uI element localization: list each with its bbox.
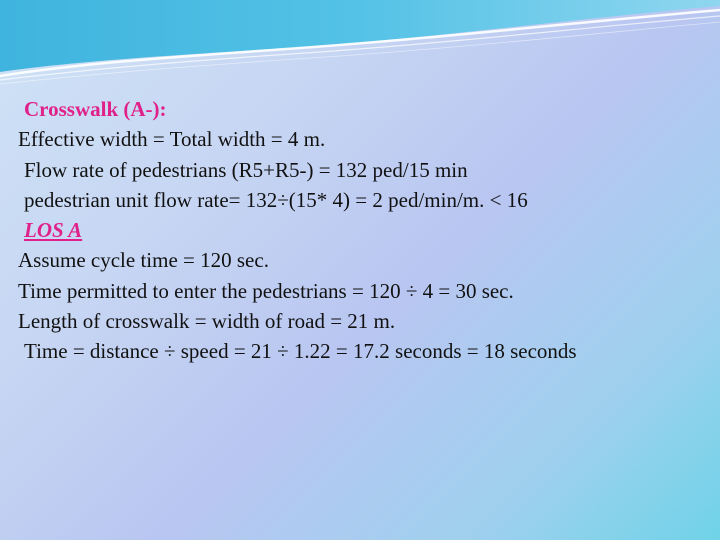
unit-flow-rate-line: pedestrian unit flow rate= 132÷(15* 4) = 2 ped/min/m. < 16 (24, 187, 528, 212)
crossing-time-line: Time = distance ÷ speed = 21 ÷ 1.22 = 17.2 seconds = 18 seconds (24, 339, 577, 364)
slide-body (18, 94, 708, 367)
crosswalk-length-line: Length of crosswalk = width of road = 21 m. (18, 309, 396, 334)
los-result: LOS A (24, 218, 83, 243)
crosswalk-heading: Crosswalk (A-): (24, 97, 167, 121)
flow-rate-line: Flow rate of pedestrians (R5+R5-) = 132 ped/15 min (24, 157, 468, 182)
permitted-time-line: Time permitted to enter the pedestrians = 120 ÷ 4 = 30 sec. (18, 278, 514, 303)
decorative-wave-header (0, 0, 720, 90)
effective-width-line: Effective width = Total width = 4 m. (18, 127, 326, 152)
cycle-time-line: Assume cycle time = 120 sec. (18, 248, 269, 273)
